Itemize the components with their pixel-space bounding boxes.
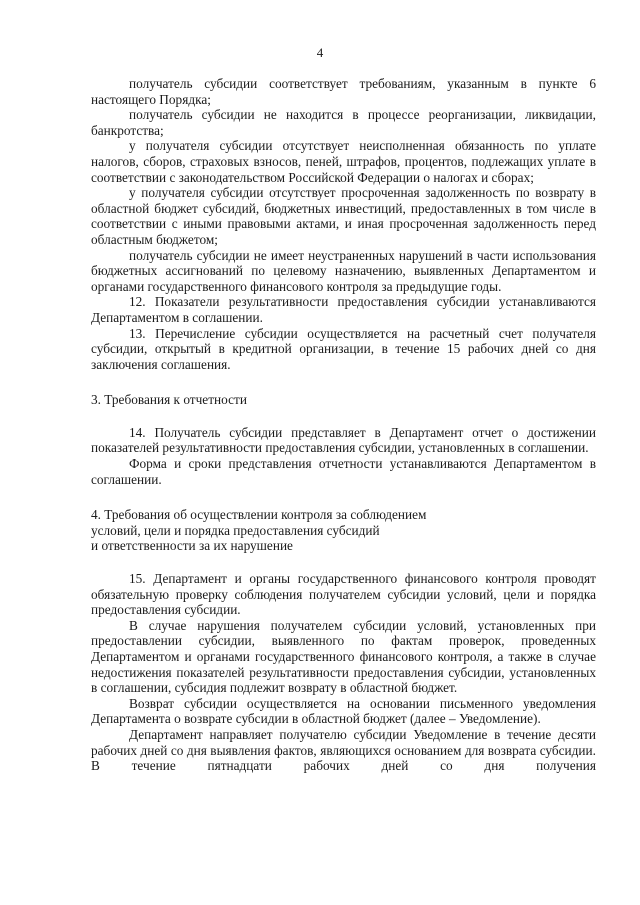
spacer (91, 372, 596, 392)
section-title: 3. Требования к отчетности (91, 392, 247, 408)
paragraph: Департамент направляет получателю субсидии Уведомление в течение десяти рабочих дней со дня выявления фактов, являющихся основанием для возврата субсидии. В течение пятнадцати рабочих дней со дня получения (91, 726, 596, 774)
paragraph: 15. Департамент и органы государственного финансового контроля проводят обязательную проверку соблюдения получателем субсидии условий, цели и порядка предоставления субсидии. (91, 571, 596, 618)
paragraph: В случае нарушения получателем субсидии условий, установленных при предоставлении субсидии, выявленного по фактам проверок, проведенных Департаментом и органами государственного финансового контроля, а также в случае недостижения показателей результативности предоставления субсидии, установленных в соглашении, субсидия подлежит возврату в областной бюджет. (91, 617, 596, 696)
section-title-line: условий, цели и порядка предоставления субсидий (91, 522, 380, 538)
paragraph: у получателя субсидии отсутствует неисполненная обязанность по уплате налогов, сборов, страховых взносов, пеней, штрафов, процентов, подлежащих уплате в соответствии с законодательством Российской Федерации о налогах и сборах; (91, 138, 596, 185)
paragraph: получатель субсидии не имеет неустраненных нарушений в части использования бюджетных ассигнований по целевому назначению, выявленных Департаментом и органами государственного финансового контроля за предыдущие годы. (91, 247, 596, 294)
spacer (91, 408, 596, 425)
page-number: 4 (316, 45, 324, 60)
spacer (91, 487, 596, 507)
paragraph: получатель субсидии соответствует требованиям, указанным в пункте 6 настоящего Порядка; (91, 76, 596, 107)
paragraph: Форма и сроки представления отчетности устанавливаются Департаментом в соглашении. (91, 456, 596, 487)
paragraph: у получателя субсидии отсутствует просроченная задолженность по возврату в областной бюджет субсидий, бюджетных инвестиций, предоставленных в том числе в соответствии с иными правовыми актами, и иная просроченная задолженность перед областным бюджетом; (91, 185, 596, 247)
paragraph: Возврат субсидии осуществляется на основании письменного уведомления Департамента о возврате субсидии в областной бюджет (далее – Уведомление). (91, 695, 596, 727)
section-title-line: 4. Требования об осуществлении контроля за соблюдением (91, 507, 427, 523)
spacer (91, 554, 596, 571)
section-title-line: и ответственности за их нарушение (91, 538, 293, 554)
paragraph: получатель субсидии не находится в процессе реорганизации, ликвидации, банкротства; (91, 107, 596, 138)
document-body (91, 76, 596, 774)
paragraph: 12. Показатели результативности предоставления субсидии устанавливаются Департаментом в соглашении. (91, 294, 596, 325)
paragraph: 14. Получатель субсидии представляет в Департамент отчет о достижении показателей результативности предоставления субсидии, установленных в соглашении. (91, 424, 596, 456)
paragraph: 13. Перечисление субсидии осуществляется на расчетный счет получателя субсидии, открытый в кредитной организации, в течение 15 рабочих дней со дня заключения соглашения. (91, 325, 596, 372)
